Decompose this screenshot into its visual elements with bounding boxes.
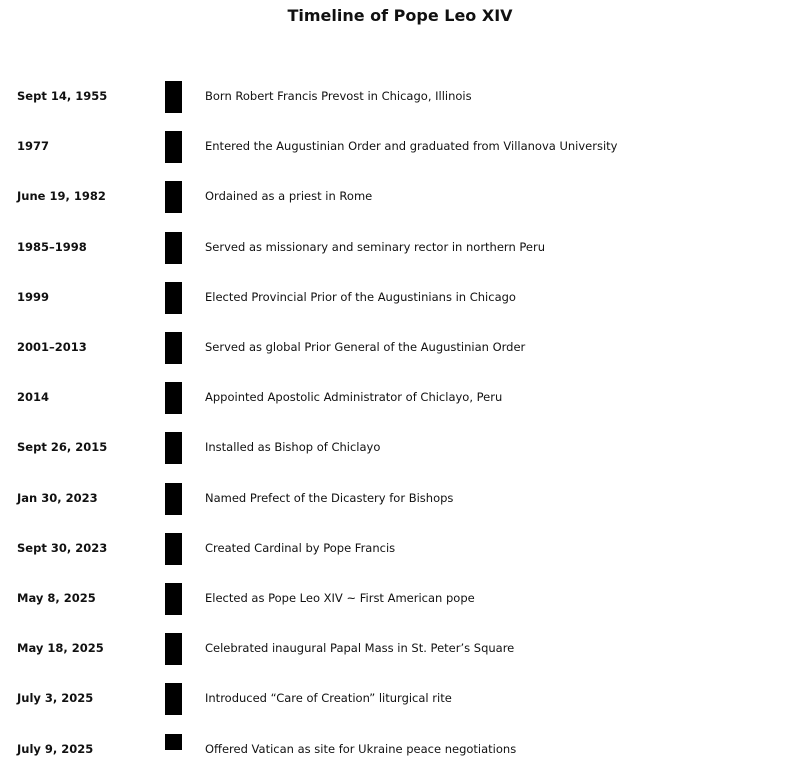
event-date: May 18, 2025	[17, 641, 104, 656]
page-title: Timeline of Pope Leo XIV	[287, 6, 513, 25]
timeline-marker	[165, 332, 182, 364]
timeline-marker	[165, 432, 182, 464]
event-description: Created Cardinal by Pope Francis	[205, 540, 396, 555]
event-description: Entered the Augustinian Order and graduated from Villanova University	[205, 139, 618, 154]
timeline-marker	[165, 81, 182, 113]
event-date: 1999	[17, 289, 50, 304]
timeline-event	[0, 221, 800, 271]
event-date: 2001–2013	[17, 340, 87, 354]
event-date: 2014	[17, 390, 50, 405]
event-description: Introduced “Care of Creation” liturgical rite	[205, 691, 452, 706]
event-description: Offered Vatican as site for Ukraine peace negotiations	[205, 741, 517, 756]
timeline-event	[0, 572, 800, 622]
event-date: Sept 30, 2023	[17, 540, 108, 555]
event-description: Elected as Pope Leo XIV ~ First American pope	[205, 591, 475, 605]
event-date: 1985–1998	[17, 239, 87, 254]
timeline-marker	[165, 583, 182, 615]
event-date: July 9, 2025	[17, 741, 94, 756]
event-date: May 8, 2025	[17, 591, 96, 605]
event-description: Served as global Prior General of the Augustinian Order	[205, 340, 526, 354]
timeline-marker	[165, 382, 182, 414]
timeline-event	[0, 723, 800, 773]
timeline-marker	[165, 282, 182, 314]
timeline-event	[0, 271, 800, 321]
event-description: Elected Provincial Prior of the Augustinians in Chicago	[205, 289, 516, 304]
event-date: Sept 14, 1955	[17, 89, 108, 103]
timeline-event	[0, 672, 800, 722]
event-description: Appointed Apostolic Administrator of Chiclayo, Peru	[205, 390, 503, 405]
timeline-event	[0, 472, 800, 522]
timeline-marker	[165, 734, 182, 750]
timeline-marker	[165, 181, 182, 213]
timeline-event	[0, 522, 800, 572]
timeline-event	[0, 321, 800, 371]
event-description: Ordained as a priest in Rome	[205, 189, 373, 204]
event-description: Named Prefect of the Dicastery for Bishops	[205, 490, 454, 505]
timeline-event	[0, 371, 800, 421]
timeline-marker	[165, 131, 182, 163]
timeline-marker	[165, 483, 182, 515]
timeline	[0, 70, 800, 764]
timeline-event	[0, 70, 800, 120]
event-description: Celebrated inaugural Papal Mass in St. Peter’s Square	[205, 641, 515, 656]
event-description: Served as missionary and seminary rector in northern Peru	[205, 239, 546, 254]
timeline-event	[0, 170, 800, 220]
event-date: Jan 30, 2023	[17, 490, 98, 505]
timeline-marker	[165, 683, 182, 715]
timeline-marker	[165, 232, 182, 264]
timeline-event	[0, 622, 800, 672]
timeline-event	[0, 421, 800, 471]
event-date: 1977	[17, 139, 50, 154]
event-date: Sept 26, 2015	[17, 440, 108, 455]
event-date: July 3, 2025	[17, 691, 94, 706]
event-description: Installed as Bishop of Chiclayo	[205, 440, 381, 455]
timeline-marker	[165, 633, 182, 665]
timeline-event	[0, 120, 800, 170]
event-date: June 19, 1982	[17, 189, 106, 204]
event-description: Born Robert Francis Prevost in Chicago, Illinois	[205, 89, 472, 103]
timeline-marker	[165, 533, 182, 565]
